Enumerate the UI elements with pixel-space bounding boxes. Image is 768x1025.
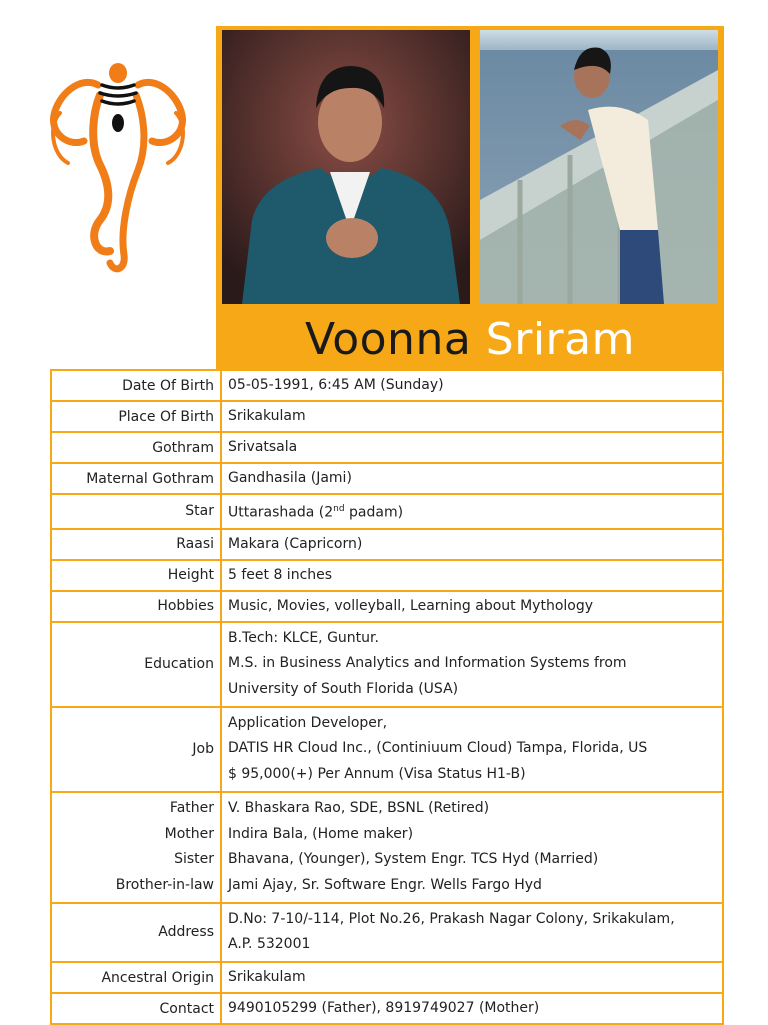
- value-cell: 9490105299 (Father), 8919749027 (Mother): [221, 993, 723, 1024]
- label-cell: Address: [51, 903, 221, 962]
- table-row: [51, 463, 723, 494]
- value-line: D.No: 7-10/-114, Plot No.26, Prakash Nagar Colony, Srikakulam,: [228, 910, 675, 927]
- value-cell: Music, Movies, volleyball, Learning about Mythology: [221, 591, 723, 622]
- label-cell: Height: [51, 560, 221, 591]
- last-name: Sriram: [485, 314, 635, 365]
- portrait-photo: [222, 30, 470, 304]
- value-line: Indira Bala, (Home maker): [228, 825, 414, 842]
- label-cell: Maternal Gothram: [51, 463, 221, 494]
- value-cell: Srikakulam: [221, 962, 723, 993]
- table-row: [51, 792, 723, 903]
- label-cell: Star: [51, 494, 221, 529]
- ganesha-logo-icon: [40, 55, 200, 285]
- table-row: [51, 903, 723, 962]
- family-label: Mother: [164, 825, 214, 842]
- value-line: University of South Florida (USA): [228, 681, 459, 698]
- label-cell: Hobbies: [51, 591, 221, 622]
- value-cell: 05-05-1991, 6:45 AM (Sunday): [221, 370, 723, 401]
- label-cell: Place Of Birth: [51, 401, 221, 432]
- label-cell: Gothram: [51, 432, 221, 463]
- photo-banner: [216, 26, 724, 370]
- star-value-sup: nd: [333, 504, 345, 514]
- value-cell: [221, 903, 723, 962]
- value-line: DATIS HR Cloud Inc., (Continiuum Cloud) Tampa, Florida, US: [228, 740, 648, 757]
- table-row: [51, 707, 723, 792]
- value-line: $ 95,000(+) Per Annum (Visa Status H1-B): [228, 766, 526, 783]
- value-line: A.P. 532001: [228, 936, 311, 953]
- value-cell: Srikakulam: [221, 401, 723, 432]
- value-cell: [221, 622, 723, 707]
- family-label: Sister: [174, 851, 214, 868]
- first-name: Voonna: [305, 314, 472, 365]
- value-line: Jami Ajay, Sr. Software Engr. Wells Fargo Hyd: [228, 876, 542, 893]
- value-cell: [221, 707, 723, 792]
- table-row: [51, 560, 723, 591]
- label-cell: Contact: [51, 993, 221, 1024]
- table-row: [51, 370, 723, 401]
- label-cell: Job: [51, 707, 221, 792]
- profile-name: [216, 310, 724, 370]
- label-cell: Education: [51, 622, 221, 707]
- table-row: [51, 993, 723, 1024]
- value-cell: 5 feet 8 inches: [221, 560, 723, 591]
- value-line: Bhavana, (Younger), System Engr. TCS Hyd (Married): [228, 851, 599, 868]
- table-row: [51, 591, 723, 622]
- family-label: Father: [169, 799, 214, 816]
- table-row: [51, 529, 723, 560]
- table-row: [51, 962, 723, 993]
- label-cell: Ancestral Origin: [51, 962, 221, 993]
- value-cell: Gandhasila (Jami): [221, 463, 723, 494]
- table-row: [51, 432, 723, 463]
- value-line: M.S. in Business Analytics and Information Systems from: [228, 655, 627, 672]
- value-cell: [221, 494, 723, 529]
- value-cell: Makara (Capricorn): [221, 529, 723, 560]
- label-cell: Raasi: [51, 529, 221, 560]
- outdoor-photo: [480, 30, 718, 304]
- value-line: V. Bhaskara Rao, SDE, BSNL (Retired): [228, 799, 490, 816]
- value-cell: [221, 792, 723, 903]
- value-line: Application Developer,: [228, 714, 388, 731]
- star-value-suffix: padam): [344, 504, 404, 521]
- table-row: [51, 401, 723, 432]
- star-value-text: Uttarashada (2: [228, 504, 334, 521]
- family-label: Brother-in-law: [115, 876, 214, 893]
- label-cell: [51, 792, 221, 903]
- table-row: [51, 622, 723, 707]
- label-cell: Date Of Birth: [51, 370, 221, 401]
- value-line: B.Tech: KLCE, Guntur.: [228, 629, 379, 646]
- table-row: [51, 494, 723, 529]
- value-cell: Srivatsala: [221, 432, 723, 463]
- details-table: [50, 369, 724, 1025]
